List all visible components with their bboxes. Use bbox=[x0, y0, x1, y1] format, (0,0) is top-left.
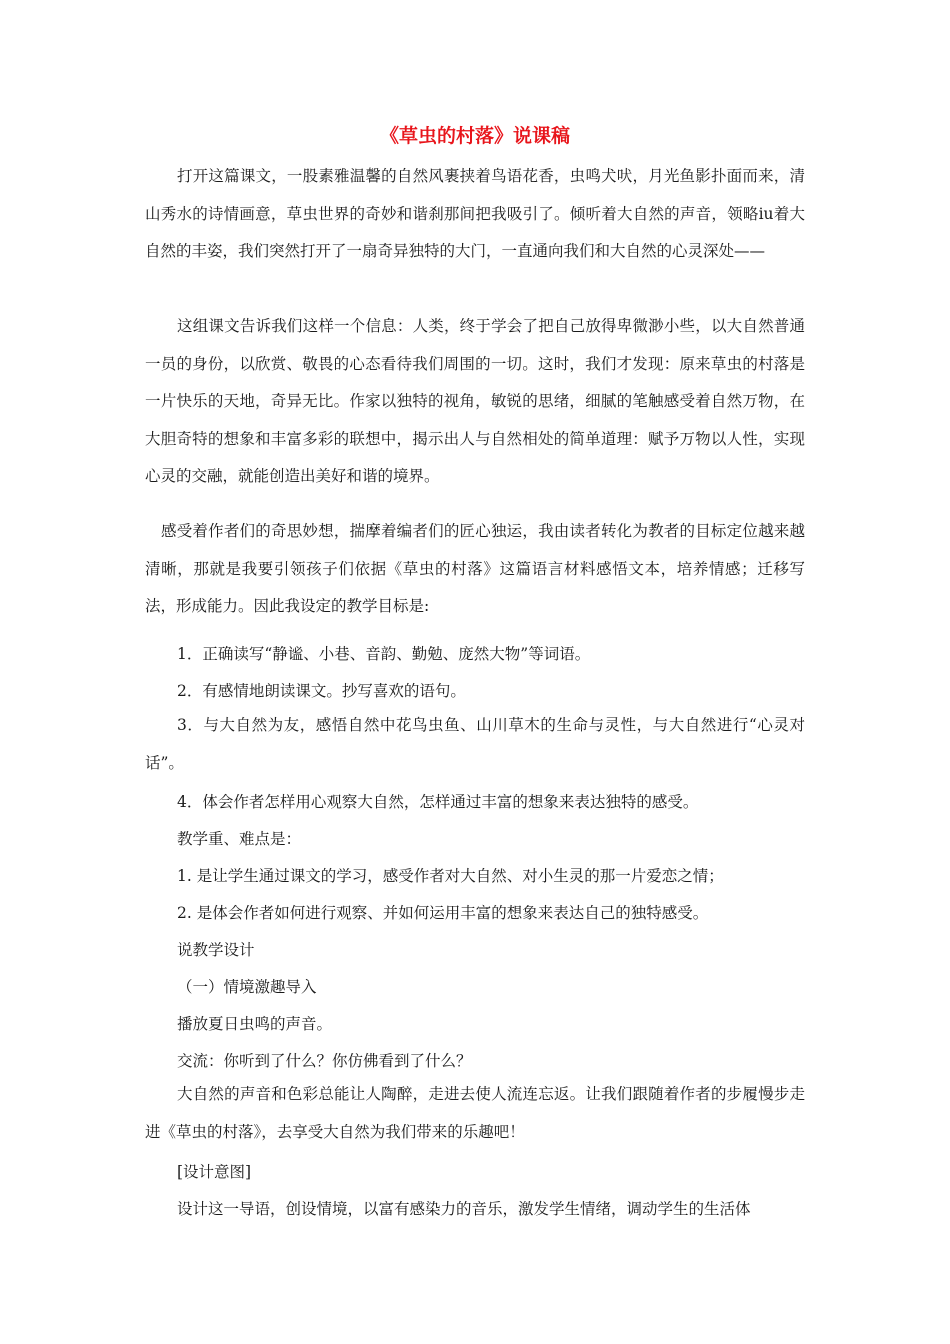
design-heading: 说教学设计 bbox=[177, 941, 255, 959]
key-points-heading: 教学重、难点是： bbox=[177, 830, 302, 848]
goal-item-1: 1．正确读写“静谧、小巷、音韵、勤勉、庞然大物”等词语。 bbox=[177, 645, 591, 663]
goal-item-4: 4．体会作者怎样用心观察大自然，怎样通过丰富的想象来表达独特的感受。 bbox=[177, 793, 699, 811]
goal-item-3: 3．与大自然为友，感悟自然中花鸟虫鱼、山川草木的生命与灵性，与大自然进行“心灵对话”。 bbox=[145, 716, 805, 772]
paragraph-lead-in: 大自然的声音和色彩总能让人陶醉，走进去使人流连忘返。让我们跟随着作者的步履慢步走进《草虫的村落》，去享受大自然为我们带来的乐趣吧！ bbox=[145, 1085, 805, 1141]
section-heading-1: （一）情境激趣导入 bbox=[177, 978, 317, 996]
paragraph-goal-intro: 感受着作者们的奇思妙想，揣摩着编者们的匠心独运，我由读者转化为教者的目标定位越来越清晰，那就是我要引领孩子们依据《草虫的村落》这篇语言材料感悟文本，培养情感；迁移写法，形成能力。因此我设定的教学目标是: bbox=[145, 522, 805, 615]
design-intent-heading: [设计意图] bbox=[177, 1163, 252, 1181]
paragraph-intro: 打开这篇课文，一股素雅温馨的自然风裹挟着鸟语花香，虫鸣犬吠，月光鱼影扑面而来，清山秀水的诗情画意，草虫世界的奇妙和谐刹那间把我吸引了。倾听着大自然的声音，领略iu着大自然的丰姿，我们突然打开了一扇奇异独特的大门，一直通向我们和大自然的心灵深处—— bbox=[145, 167, 805, 260]
exchange-line: 交流：你听到了什么？你仿佛看到了什么？ bbox=[177, 1052, 472, 1070]
key-point-1: 1. 是让学生通过课文的学习，感受作者对大自然、对小生灵的那一片爱恋之情； bbox=[177, 867, 724, 885]
paragraph-design-intent: 设计这一导语，创设情境，以富有感染力的音乐，激发学生情绪，调动学生的生活体 bbox=[177, 1200, 751, 1218]
play-sound-line: 播放夏日虫鸣的声音。 bbox=[177, 1015, 333, 1033]
paragraph-message: 这组课文告诉我们这样一个信息：人类，终于学会了把自己放得卑微渺小些，以大自然普通一员的身份，以欣赏、敬畏的心态看待我们周围的一切。这时，我们才发现：原来草虫的村落是一片快乐的天地，奇异无比。作家以独特的视角，敏锐的思绪，细腻的笔触感受着自然万物，在大胆奇特的想象和丰富多彩的联想中，揭示出人与自然相处的简单道理：赋予万物以人性，实现心灵的交融，就能创造出美好和谐的境界。 bbox=[145, 317, 805, 485]
goal-item-2: 2．有感情地朗读课文。抄写喜欢的语句。 bbox=[177, 682, 466, 700]
key-point-2: 2. 是体会作者如何进行观察、并如何运用丰富的想象来表达自己的独特感受。 bbox=[177, 904, 709, 922]
document-title: 《草虫的村落》说课稿 bbox=[379, 125, 570, 147]
